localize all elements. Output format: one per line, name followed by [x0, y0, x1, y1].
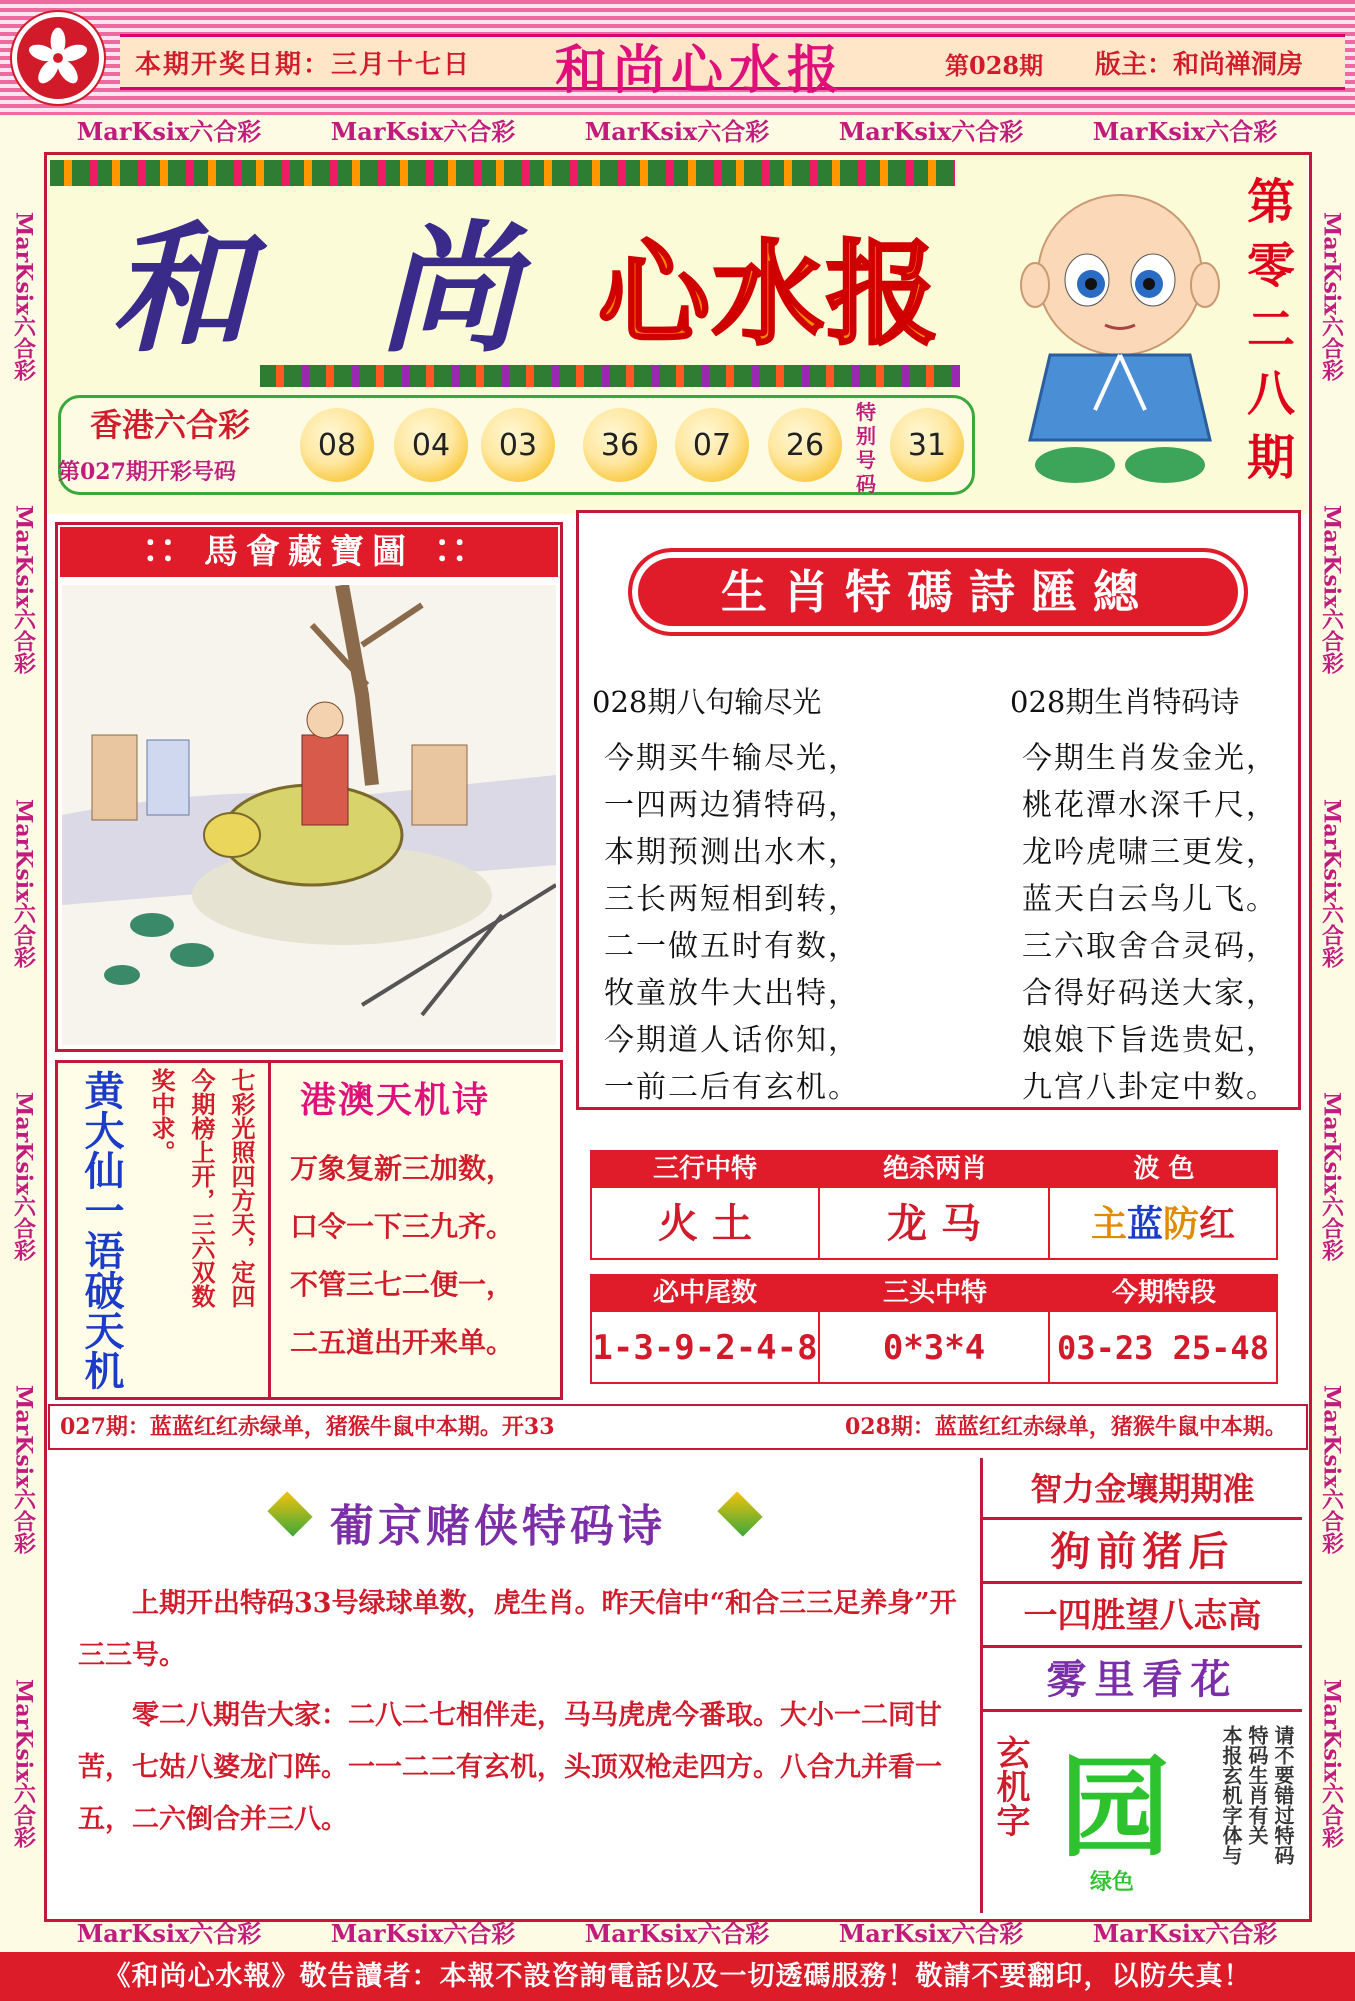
poem-line: 今期道人话你知，	[604, 1023, 860, 1058]
mystery-char: 园	[1060, 1743, 1170, 1872]
poem-line: 龙吟虎啸三更发，	[1022, 835, 1278, 870]
tip-line: 一四胜望八志高	[983, 1584, 1302, 1648]
divider	[268, 1060, 271, 1400]
special-number-label: 特别号码	[856, 400, 876, 496]
issue-vertical: 第零二八期	[1246, 174, 1295, 486]
poem-line: 二一做五时有数，	[604, 929, 860, 964]
poem-left-heading: 028期八句输尽光	[592, 685, 822, 719]
grid-value: 火 土	[590, 1188, 820, 1260]
poem-line: 一前二后有玄机。	[604, 1070, 860, 1105]
watermark: MarKsix六合彩	[76, 1918, 262, 1948]
watermark: MarKsix六合彩	[76, 116, 262, 146]
poem-right-heading: 028期生肖特码诗	[1010, 685, 1240, 719]
watermark: MarKsix六合彩	[10, 505, 37, 675]
watermark: MarKsix六合彩	[1318, 1678, 1345, 1848]
grid-header: 三头中特	[820, 1274, 1050, 1312]
monk-mascot-image	[1005, 180, 1235, 490]
issue-number: 第028期	[945, 51, 1044, 80]
result-ball: 36	[583, 408, 657, 482]
gangao-poem-title: 港澳天机诗	[300, 1079, 491, 1121]
gangao-line: 万象复新三加数，	[290, 1152, 515, 1185]
mystery-char-note: 绿色	[1090, 1869, 1135, 1895]
watermark-col-right	[1314, 150, 1350, 1910]
draw-date: 本期开奖日期：三月十七日	[135, 50, 472, 80]
watermark-col-left	[6, 150, 42, 1910]
watermark: MarKsix六合彩	[1318, 212, 1345, 382]
special-ball: 31	[890, 408, 964, 482]
poem-line: 三长两短相到转，	[604, 882, 860, 917]
watermark: MarKsix六合彩	[584, 116, 770, 146]
watermark: MarKsix六合彩	[838, 1918, 1024, 1948]
masthead-title-b: 心水报	[598, 229, 940, 360]
poem-line: 合得好码送大家，	[1022, 976, 1278, 1011]
poem-line: 今期买牛输尽光，	[604, 741, 860, 776]
lottery-name: 香港六合彩	[90, 406, 251, 444]
watermark: MarKsix六合彩	[10, 1385, 37, 1555]
poem-line: 桃花潭水深千尺，	[1022, 788, 1278, 823]
result-ball: 26	[768, 408, 842, 482]
hk-emblem-icon	[12, 12, 104, 104]
poem-line: 娘娘下旨选贵妃，	[1022, 1023, 1278, 1058]
watermark: MarKsix六合彩	[838, 116, 1024, 146]
color-red: 红	[1199, 1203, 1236, 1245]
paragraph: 上期开出特码33号绿球单数，虎生肖。昨天信中“和合三三足养身”开三三号。	[78, 1588, 957, 1671]
result-ball: 03	[481, 408, 555, 482]
watermark: MarKsix六合彩	[1318, 505, 1345, 675]
grid-header: 波 色	[1050, 1150, 1278, 1188]
footer-notice: 《和尚心水報》敬告讀者：本報不設咨詢電話以及一切透碼服務！敬請不要翻印，以防失真！	[0, 1952, 1355, 2001]
strip-current: 028期：蓝蓝红红赤绿单，猪猴牛鼠中本期。	[845, 1414, 1287, 1440]
poem-line: 一四两边猜特码，	[604, 788, 860, 823]
huang-daxian-slogan: 黄大仙一语破天机	[78, 1070, 125, 1390]
poem-line: 九宫八卦定中数。	[1022, 1070, 1278, 1105]
grid-header: 三行中特	[590, 1150, 820, 1188]
result-strip	[48, 1404, 1308, 1450]
gangao-line: 不管三七二便一，	[290, 1268, 515, 1301]
result-ball: 07	[675, 408, 749, 482]
paragraph: 零二八期告大家：二八二七相伴走，马马虎虎今番取。大小一二同甘苦，七姑八婆龙门阵。一一二二有玄机，头顶双枪走四方。八合九并看一五，二六倒合并三八。	[78, 1700, 942, 1835]
result-ball: 04	[394, 408, 468, 482]
gambler-poem-title: 葡京赌侠特码诗	[330, 1501, 666, 1552]
gambler-poem-body	[78, 1578, 958, 1846]
watermark: MarKsix六合彩	[330, 116, 516, 146]
tip-line: 智力金壤期期准	[983, 1458, 1302, 1520]
poem-right	[1010, 680, 1300, 1111]
huang-verse-col: 七彩光照四方天，定四	[227, 1068, 256, 1308]
huang-verse-col: 奖中求。	[147, 1068, 176, 1164]
gangao-line: 二五道出开来单。	[290, 1326, 515, 1359]
treasure-map-title: ∷ 馬會藏寶圖 ∷	[60, 527, 558, 577]
color-main: 主	[1090, 1203, 1127, 1245]
watermark: MarKsix六合彩	[584, 1918, 770, 1948]
color-guard: 防	[1163, 1203, 1200, 1245]
strip-prev: 027期：蓝蓝红红赤绿单，猪猴牛鼠中本期。开33	[60, 1414, 555, 1440]
grid-header: 必中尾数	[590, 1274, 820, 1312]
result-issue-label: 第027期开彩号码	[58, 459, 236, 485]
watermark: MarKsix六合彩	[10, 798, 37, 968]
watermark: MarKsix六合彩	[1092, 1918, 1278, 1948]
notice-col: 请不要错过特码	[1271, 1725, 1295, 1865]
poem-line: 今期生肖发金光，	[1022, 741, 1278, 776]
watermark: MarKsix六合彩	[330, 1918, 516, 1948]
watermark-row-top	[42, 108, 1312, 150]
grid-value: 0*3*4	[820, 1312, 1050, 1384]
gangao-poem	[290, 1140, 560, 1372]
grid-value: 03-23 25-48	[1050, 1312, 1278, 1384]
watermark: MarKsix六合彩	[1318, 1385, 1345, 1555]
tip-line: 雾里看花	[983, 1648, 1302, 1712]
prediction-grid	[590, 1150, 1278, 1395]
watermark: MarKsix六合彩	[1318, 1092, 1345, 1262]
zodiac-poem-title: 生肖特碼詩匯總	[628, 548, 1248, 636]
poem-line: 三六取舍合灵码，	[1022, 929, 1278, 964]
treasure-map-illustration	[62, 585, 556, 1045]
watermark: MarKsix六合彩	[10, 1678, 37, 1848]
paper-title: 和尚心水报	[555, 40, 846, 101]
watermark: MarKsix六合彩	[10, 212, 37, 382]
grid-header: 绝杀两肖	[820, 1150, 1050, 1188]
poem-line: 蓝天白云鸟儿飞。	[1022, 882, 1278, 917]
gangao-line: 口令一下三九齐。	[290, 1210, 515, 1243]
mystery-char-label: 玄机字	[990, 1735, 1030, 1837]
grid-header: 今期特段	[1050, 1274, 1278, 1312]
watermark-row-bottom	[42, 1910, 1312, 1952]
editor-credit: 版主：和尚禅洞房	[1095, 50, 1304, 80]
poem-left	[592, 680, 952, 1111]
watermark: MarKsix六合彩	[1318, 798, 1345, 968]
notice-col: 特码生肖有关	[1245, 1725, 1269, 1845]
grid-value: 1-3-9-2-4-8	[590, 1312, 820, 1384]
watermark: MarKsix六合彩	[10, 1092, 37, 1262]
masthead-title-a: 和 尚	[110, 208, 559, 372]
tip-line: 狗前猪后	[983, 1520, 1302, 1584]
watermark: MarKsix六合彩	[1092, 116, 1278, 146]
poem-line: 本期预测出水木，	[604, 835, 860, 870]
result-ball: 08	[300, 408, 374, 482]
color-blue: 蓝	[1126, 1203, 1163, 1245]
grid-value: 龙 马	[820, 1188, 1050, 1260]
grid-value-color	[1050, 1188, 1278, 1260]
huang-verse-col: 今期榜上开，三六双数	[187, 1068, 216, 1308]
notice-col: 本报玄机字体与	[1219, 1725, 1243, 1865]
poem-line: 牧童放牛大出特，	[604, 976, 860, 1011]
